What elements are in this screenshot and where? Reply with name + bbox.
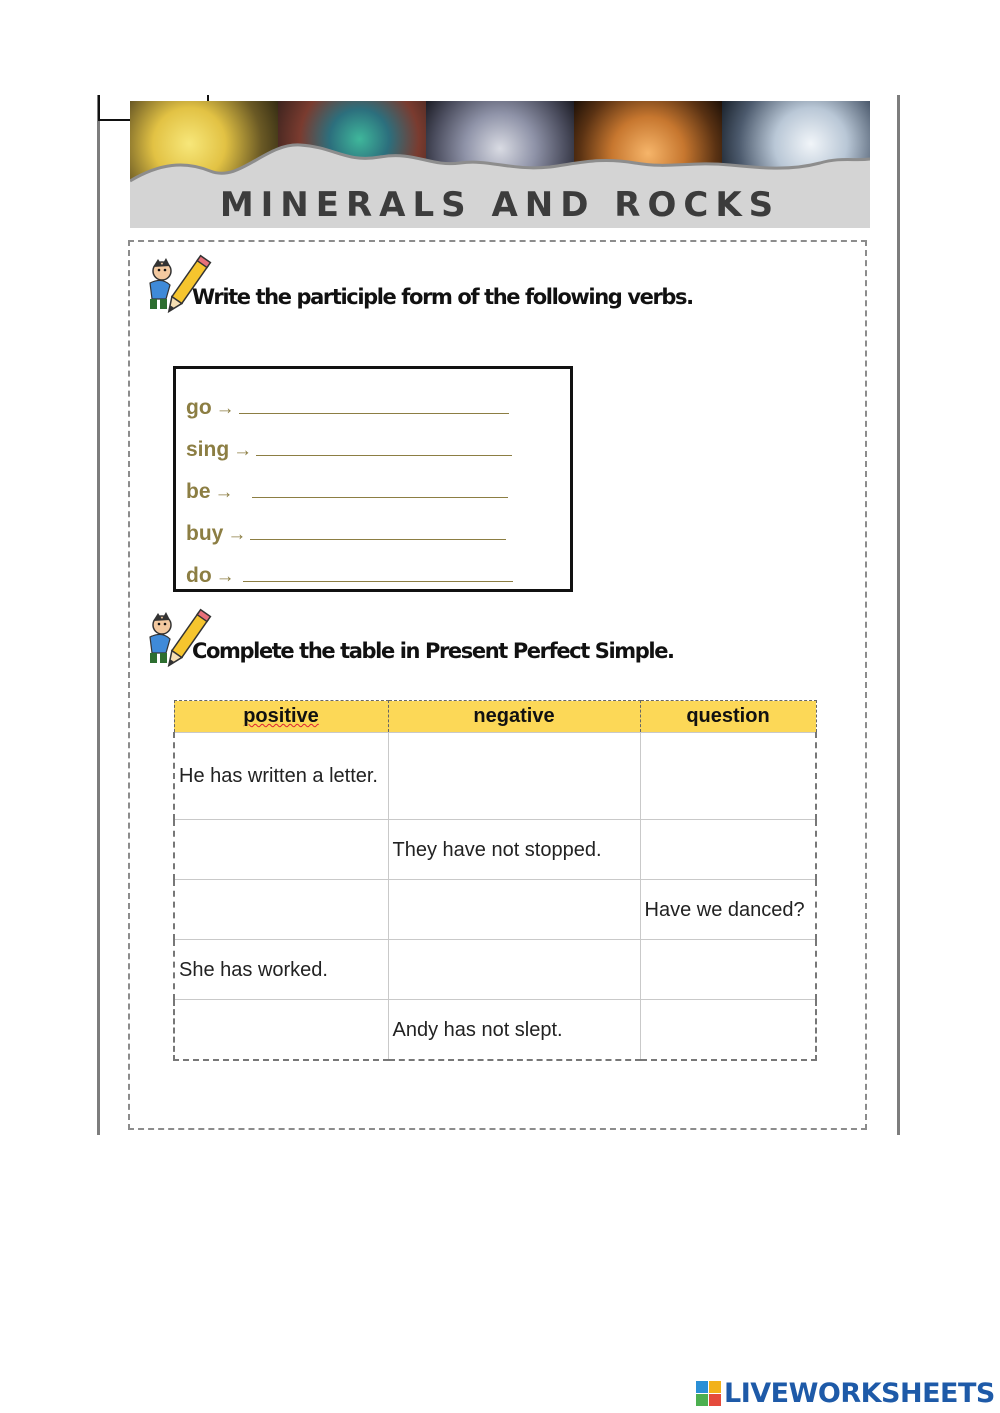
arrow-icon: → bbox=[227, 524, 247, 545]
arrow-icon: → bbox=[215, 398, 235, 419]
header-question: question bbox=[640, 701, 816, 733]
answer-blank[interactable] bbox=[252, 477, 508, 498]
table-cell[interactable]: She has worked. bbox=[174, 940, 388, 1000]
verb-list-box bbox=[173, 366, 573, 592]
header-negative: negative bbox=[388, 701, 640, 733]
table-cell[interactable] bbox=[174, 880, 388, 940]
page-border-left bbox=[97, 95, 100, 1135]
answer-blank[interactable] bbox=[243, 561, 513, 582]
verb-row-sing bbox=[186, 435, 512, 462]
arrow-icon: → bbox=[233, 440, 253, 461]
banner bbox=[130, 101, 870, 228]
verb-word: do bbox=[186, 564, 212, 587]
instruction-2 bbox=[140, 607, 674, 679]
table-cell[interactable] bbox=[174, 820, 388, 880]
verb-row-buy bbox=[186, 519, 506, 546]
table-cell[interactable] bbox=[640, 820, 816, 880]
answer-blank[interactable] bbox=[256, 435, 512, 456]
table-cell[interactable] bbox=[388, 940, 640, 1000]
table-row bbox=[174, 1000, 816, 1061]
answer-blank[interactable] bbox=[250, 519, 506, 540]
table-cell[interactable] bbox=[174, 1000, 388, 1061]
table-cell[interactable] bbox=[640, 733, 816, 820]
arrow-icon: → bbox=[214, 482, 234, 503]
table-row bbox=[174, 820, 816, 880]
arrow-icon: → bbox=[215, 566, 235, 587]
verb-word: be bbox=[186, 480, 211, 503]
instruction-text: Write the participle form of the following verbs. bbox=[192, 285, 693, 309]
verb-row-do bbox=[186, 561, 513, 588]
logo-blocks-icon bbox=[696, 1381, 721, 1406]
verb-word: go bbox=[186, 396, 212, 419]
logo-text: LIVEWORKSHEETS bbox=[724, 1378, 995, 1409]
table-row bbox=[174, 880, 816, 940]
banner-title: MINERALS AND ROCKS bbox=[219, 185, 781, 225]
answer-blank[interactable] bbox=[239, 393, 509, 414]
table-cell[interactable]: They have not stopped. bbox=[388, 820, 640, 880]
verb-word: buy bbox=[186, 522, 224, 545]
table-row bbox=[174, 733, 816, 820]
table-cell[interactable] bbox=[388, 880, 640, 940]
liveworksheets-logo[interactable] bbox=[696, 1378, 995, 1409]
table-row bbox=[174, 940, 816, 1000]
header-positive: positive bbox=[174, 701, 388, 733]
present-perfect-table bbox=[173, 700, 817, 1061]
instruction-1 bbox=[140, 253, 693, 325]
table-header-row bbox=[174, 701, 816, 733]
verb-row-be bbox=[186, 477, 508, 504]
verb-row-go bbox=[186, 393, 509, 420]
page-border-right bbox=[897, 95, 900, 1135]
table-cell[interactable]: Have we danced? bbox=[640, 880, 816, 940]
table-cell[interactable]: He has written a letter. bbox=[174, 733, 388, 820]
table-cell[interactable]: Andy has not slept. bbox=[388, 1000, 640, 1061]
verb-word: sing bbox=[186, 438, 230, 461]
table-cell[interactable] bbox=[388, 733, 640, 820]
table-cell[interactable] bbox=[640, 940, 816, 1000]
table-cell[interactable] bbox=[640, 1000, 816, 1061]
instruction-text: Complete the table in Present Perfect Simple. bbox=[192, 639, 674, 663]
